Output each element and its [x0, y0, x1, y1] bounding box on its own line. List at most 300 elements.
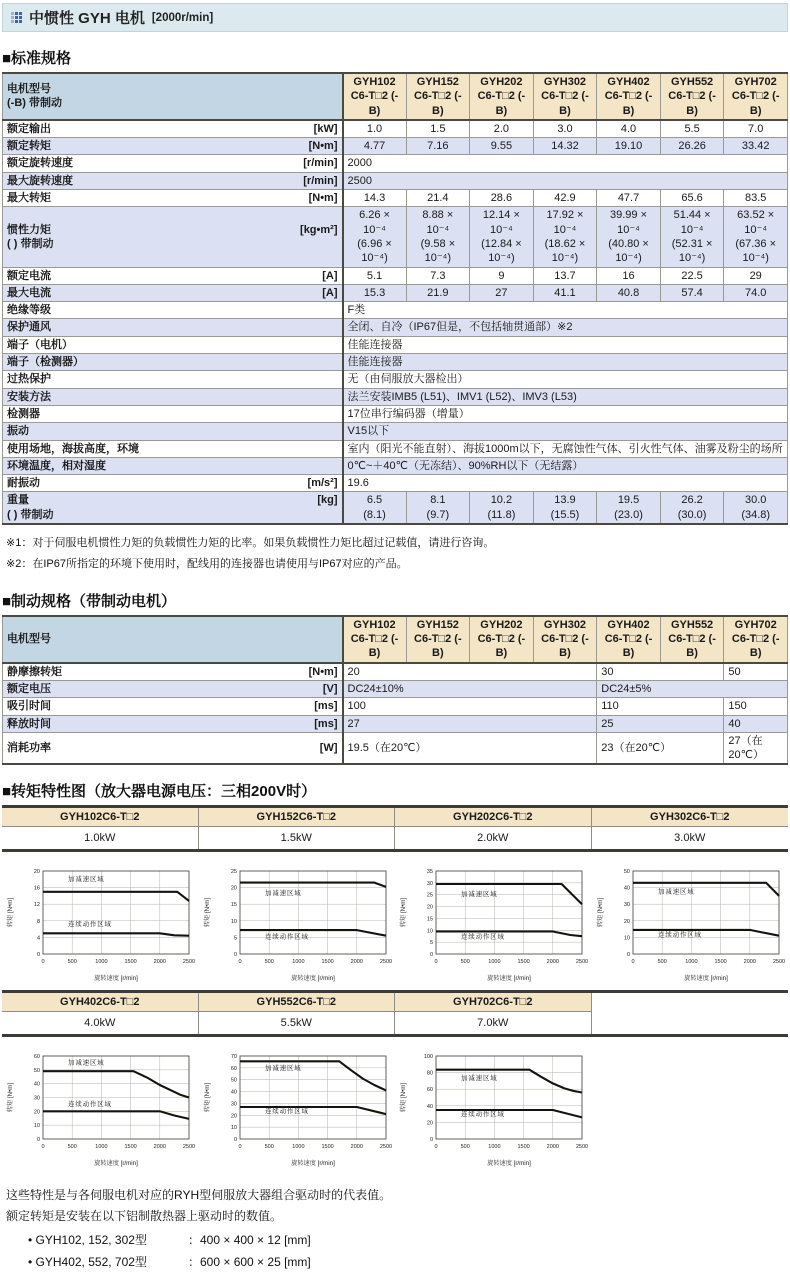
table-cell: 8.1 (9.7) [406, 492, 470, 524]
column-header-model: GYH702 C6-T□2 (-B) [724, 616, 788, 663]
table-cell: 20 [343, 663, 597, 681]
table-cell: 4.77 [343, 138, 407, 155]
svg-text:8: 8 [37, 919, 41, 926]
table-row [3, 190, 788, 207]
table-cell: 25 [597, 715, 724, 732]
region-label: 加减速区域 [461, 891, 498, 899]
chart-slot [592, 862, 789, 984]
svg-text:500: 500 [460, 1144, 471, 1151]
table-cell: 63.52 × 10⁻⁴ (67.36 × 10⁻⁴) [724, 207, 788, 267]
svg-text:2500: 2500 [183, 1144, 196, 1151]
chart-slot [395, 862, 592, 984]
svg-text:0: 0 [238, 959, 242, 966]
table-cell: 6.26 × 10⁻⁴ (6.96 × 10⁻⁴) [343, 207, 407, 267]
chart-power-label: 1.0kW [2, 827, 199, 849]
heatsink-model-label: • GYH102, 152, 302型 [28, 1233, 147, 1248]
table-cell: 5.5 [660, 120, 724, 138]
series-连续动作区域 [43, 1112, 189, 1120]
svg-text:100: 100 [424, 1054, 434, 1061]
region-label: 连续动作区域 [657, 932, 702, 940]
table-row [3, 457, 788, 474]
series-连续动作区域 [436, 932, 582, 937]
row-label: 安装方法 [3, 388, 343, 405]
table-row [3, 138, 788, 155]
svg-text:0: 0 [233, 952, 237, 959]
table-cell: 50 [724, 663, 788, 681]
table-header-label: 电机型号 [3, 616, 343, 663]
table-row [3, 284, 788, 301]
chart-model-header: GYH202C6-T□2 [395, 808, 592, 827]
chart-model-header: GYH702C6-T□2 [395, 993, 592, 1012]
svg-text:1500: 1500 [517, 1144, 530, 1151]
table-cell: 5.1 [343, 267, 407, 284]
table-row [3, 663, 788, 681]
torque-chart [398, 1047, 588, 1169]
table-cell: 42.9 [533, 190, 597, 207]
chart-model-header: GYH302C6-T□2 [592, 808, 789, 827]
series-连续动作区域 [43, 934, 189, 936]
table-cell: 19.5 (23.0) [597, 492, 661, 524]
torque-chart [595, 862, 785, 984]
datasheet-page [0, 3, 790, 1273]
chart-slot [395, 1047, 592, 1169]
svg-text:500: 500 [67, 1144, 78, 1151]
column-header-model: GYH102 C6-T□2 (-B) [343, 616, 407, 663]
svg-text:1500: 1500 [124, 959, 137, 966]
table-cell: 2000 [343, 155, 788, 172]
table-row [3, 155, 788, 172]
table-cell: 室内（阳光不能直射）、海拔1000m以下，无腐蚀性气体、引火性气体、油雾及粉尘的场所 [343, 440, 788, 457]
table-cell: 83.5 [724, 190, 788, 207]
svg-text:25: 25 [427, 893, 434, 900]
table-cell: 9.55 [470, 138, 534, 155]
chart-power-label: 2.0kW [395, 827, 592, 849]
series-加减速区域 [240, 1062, 386, 1091]
x-axis-label: 旋转速度 [r/min] [94, 975, 139, 983]
svg-text:16: 16 [34, 886, 41, 893]
row-label: 重量 [kg] ( ) 带制动 [3, 492, 343, 524]
table-header-label: 电机型号 (-B) 带制动 [3, 73, 343, 120]
svg-text:30: 30 [230, 1101, 237, 1108]
title-bar [2, 3, 788, 32]
series-连续动作区域 [633, 930, 779, 936]
region-label: 连续动作区域 [461, 933, 506, 941]
heatsink-size-list [6, 1230, 788, 1273]
series-加减速区域 [633, 883, 779, 896]
table-cell: 7.3 [406, 267, 470, 284]
svg-text:1000: 1000 [95, 959, 108, 966]
region-label: 加减速区域 [461, 1075, 498, 1083]
footnotes [6, 533, 788, 575]
table-cell: 10.2 (11.8) [470, 492, 534, 524]
chart-header-band-2 [2, 990, 788, 1037]
table-cell: 13.9 (15.5) [533, 492, 597, 524]
svg-text:30: 30 [34, 1095, 41, 1102]
svg-text:0: 0 [631, 959, 635, 966]
table-cell: 47.7 [597, 190, 661, 207]
svg-text:12: 12 [34, 902, 41, 909]
column-header-model: GYH202 C6-T□2 (-B) [470, 73, 534, 120]
table-cell: 19.10 [597, 138, 661, 155]
row-label: 释放时间 [ms] [3, 715, 343, 732]
svg-text:40: 40 [230, 1090, 237, 1097]
svg-text:50: 50 [230, 1078, 237, 1085]
table-cell: 12.14 × 10⁻⁴ (12.84 × 10⁻⁴) [470, 207, 534, 267]
svg-text:50: 50 [34, 1068, 41, 1075]
chart-model-header: GYH102C6-T□2 [2, 808, 199, 827]
svg-text:10: 10 [230, 919, 237, 926]
table-row [3, 732, 788, 764]
table-cell: 51.44 × 10⁻⁴ (52.31 × 10⁻⁴) [660, 207, 724, 267]
table-row [3, 172, 788, 189]
column-header-model: GYH102 C6-T□2 (-B) [343, 73, 407, 120]
svg-text:2000: 2000 [546, 1144, 560, 1151]
svg-text:500: 500 [264, 959, 274, 966]
column-header-model: GYH152 C6-T□2 (-B) [406, 616, 470, 663]
x-axis-label: 旋转速度 [r/min] [487, 1160, 532, 1168]
table-row [3, 120, 788, 138]
table-cell: 4.0 [597, 120, 661, 138]
svg-text:0: 0 [434, 959, 438, 966]
row-label: 消耗功率 [W] [3, 732, 343, 764]
table-cell: 74.0 [724, 284, 788, 301]
table-cell: 1.5 [406, 120, 470, 138]
row-label: 耐振动 [m/s²] [3, 475, 343, 492]
svg-text:60: 60 [34, 1054, 41, 1061]
svg-text:2000: 2000 [350, 959, 363, 966]
svg-text:5: 5 [233, 935, 237, 942]
table-row [3, 680, 788, 697]
row-label: 吸引时间 [ms] [3, 698, 343, 715]
row-label: 端子（检测器） [3, 354, 343, 371]
table-cell: 65.6 [660, 190, 724, 207]
table-row [3, 440, 788, 457]
column-header-model: GYH552 C6-T□2 (-B) [660, 616, 724, 663]
table-cell: 21.9 [406, 284, 470, 301]
svg-text:15: 15 [427, 916, 434, 923]
table-cell: 40.8 [597, 284, 661, 301]
table-cell: 22.5 [660, 267, 724, 284]
region-label: 连续动作区域 [461, 1111, 506, 1119]
table-cell: 17位串行编码器（增量） [343, 405, 788, 422]
table-cell: 41.1 [533, 284, 597, 301]
row-label: 过热保护 [3, 371, 343, 388]
table-row [3, 267, 788, 284]
svg-text:20: 20 [427, 1120, 434, 1127]
table-cell: F类 [343, 302, 788, 319]
x-axis-label: 旋转速度 [r/min] [290, 975, 335, 983]
x-axis-label: 旋转速度 [r/min] [94, 1160, 139, 1168]
chart-model-header: GYH402C6-T□2 [2, 993, 199, 1012]
svg-text:60: 60 [230, 1066, 237, 1073]
series-加减速区域 [240, 883, 386, 887]
row-label: 振动 [3, 423, 343, 440]
svg-text:0: 0 [434, 1144, 438, 1151]
table-cell: 29 [724, 267, 788, 284]
heatsink-size-item [28, 1252, 788, 1273]
footnote-2: ※2：在IP67所指定的环境下使用时，配线用的连接器也请使用与IP67对应的产品。 [6, 557, 408, 570]
table-cell: 8.88 × 10⁻⁴ (9.58 × 10⁻⁴) [406, 207, 470, 267]
svg-text:1000: 1000 [292, 959, 305, 966]
svg-text:10: 10 [623, 935, 630, 942]
svg-text:40: 40 [623, 886, 630, 893]
table-row [3, 207, 788, 267]
table-row [3, 492, 788, 524]
y-axis-label: 转矩 [N•m] [203, 898, 211, 928]
torque-chart [5, 1047, 195, 1169]
table-row [3, 371, 788, 388]
heatsink-model-label: • GYH402, 552, 702型 [28, 1254, 147, 1269]
empty-cell [592, 1012, 789, 1034]
svg-text:20: 20 [623, 919, 630, 926]
row-label: 最大电流 [A] [3, 284, 343, 301]
svg-text:20: 20 [34, 869, 41, 876]
column-header-model: GYH152 C6-T□2 (-B) [406, 73, 470, 120]
table-cell: 30 [597, 663, 724, 681]
x-axis-label: 旋转速度 [r/min] [290, 1160, 335, 1168]
table-row [3, 319, 788, 336]
table-cell: 19.6 [343, 475, 788, 492]
svg-text:30: 30 [427, 881, 434, 888]
table-cell: 27 [470, 284, 534, 301]
row-label: 静摩擦转矩 [N•m] [3, 663, 343, 681]
region-label: 连续动作区域 [68, 921, 113, 929]
region-label: 加减速区域 [657, 888, 695, 896]
row-label: 额定旋转速度 [r/min] [3, 155, 343, 172]
row-label: 最大旋转速度 [r/min] [3, 172, 343, 189]
svg-text:10: 10 [427, 928, 434, 935]
region-label: 连续动作区域 [264, 933, 309, 941]
table-cell: 33.42 [724, 138, 788, 155]
torque-chart [202, 862, 392, 984]
svg-text:1500: 1500 [321, 1144, 334, 1151]
svg-text:1000: 1000 [488, 1144, 501, 1151]
table-cell: 40 [724, 715, 788, 732]
table-cell: 16 [597, 267, 661, 284]
svg-text:0: 0 [626, 952, 630, 959]
svg-text:500: 500 [264, 1144, 274, 1151]
chart-power-label: 1.5kW [199, 827, 396, 849]
chart-model-header: GYH152C6-T□2 [199, 808, 396, 827]
chart-model-header: GYH552C6-T□2 [199, 993, 396, 1012]
svg-text:2500: 2500 [576, 1144, 589, 1151]
table-cell: 100 [343, 698, 597, 715]
table-row [3, 354, 788, 371]
column-header-model: GYH202 C6-T□2 (-B) [470, 616, 534, 663]
heatsink-dimension-value: ：600 × 600 × 25 [mm] [188, 1254, 311, 1269]
table-row [3, 475, 788, 492]
column-header-model: GYH302 C6-T□2 (-B) [533, 616, 597, 663]
svg-text:40: 40 [34, 1082, 41, 1089]
svg-text:35: 35 [427, 869, 434, 876]
svg-text:0: 0 [37, 952, 41, 959]
region-label: 加减速区域 [68, 876, 105, 884]
svg-text:60: 60 [427, 1087, 434, 1094]
svg-text:1500: 1500 [517, 959, 530, 966]
region-label: 加减速区域 [264, 1065, 302, 1073]
column-header-model: GYH552 C6-T□2 (-B) [660, 73, 724, 120]
y-axis-label: 转矩 [N•m] [203, 1083, 211, 1113]
svg-text:2000: 2000 [153, 959, 167, 966]
table-cell: 30.0 (34.8) [724, 492, 788, 524]
page-title: 中惯性 GYH 电机 [29, 10, 145, 27]
grid-dots-icon [11, 12, 22, 23]
heatsink-dimension-value: ：400 × 400 × 12 [mm] [188, 1233, 311, 1248]
table-cell: 26.26 [660, 138, 724, 155]
y-axis-label: 转矩 [N•m] [7, 1083, 15, 1113]
table-cell: 17.92 × 10⁻⁴ (18.62 × 10⁻⁴) [533, 207, 597, 267]
svg-text:500: 500 [67, 959, 78, 966]
svg-text:80: 80 [427, 1071, 434, 1078]
row-label: 检测器 [3, 405, 343, 422]
table-cell: 6.5 (8.1) [343, 492, 407, 524]
svg-text:2500: 2500 [379, 959, 392, 966]
svg-text:2000: 2000 [153, 1144, 167, 1151]
region-label: 连续动作区域 [68, 1101, 113, 1109]
chart-slot [2, 862, 199, 984]
chart-power-label: 3.0kW [592, 827, 789, 849]
page-title-suffix: [2000r/min] [151, 11, 214, 24]
table-cell: 21.4 [406, 190, 470, 207]
svg-text:2500: 2500 [576, 959, 589, 966]
standard-spec-table [2, 72, 788, 525]
footer-notes [6, 1185, 788, 1273]
svg-text:70: 70 [230, 1054, 237, 1061]
row-label: 绝缘等级 [3, 302, 343, 319]
footer-line-2: 额定转矩是安装在以下铝制散热器上驱动时的数值。 [6, 1208, 283, 1223]
table-cell: 23（在20℃） [597, 732, 724, 764]
svg-text:25: 25 [230, 869, 237, 876]
svg-text:50: 50 [623, 869, 630, 876]
table-cell: DC24±10% [343, 680, 597, 697]
table-row [3, 302, 788, 319]
svg-text:20: 20 [427, 905, 434, 912]
svg-text:20: 20 [230, 886, 237, 893]
heatsink-size-item [28, 1230, 788, 1252]
table-cell: 14.3 [343, 190, 407, 207]
column-header-model: GYH402 C6-T□2 (-B) [597, 73, 661, 120]
column-header-model: GYH402 C6-T□2 (-B) [597, 616, 661, 663]
table-cell: 57.4 [660, 284, 724, 301]
svg-text:15: 15 [230, 902, 237, 909]
svg-text:0: 0 [238, 1144, 242, 1151]
row-label: 端子（电机） [3, 336, 343, 353]
chart-power-label: 5.5kW [199, 1012, 396, 1034]
svg-text:40: 40 [427, 1104, 434, 1111]
table-row [3, 698, 788, 715]
table-cell: 3.0 [533, 120, 597, 138]
row-label: 额定电压 [V] [3, 680, 343, 697]
svg-text:500: 500 [460, 959, 471, 966]
table-cell: 佳能连接器 [343, 354, 788, 371]
table-cell: 39.99 × 10⁻⁴ (40.80 × 10⁻⁴) [597, 207, 661, 267]
row-label: 额定输出 [kW] [3, 120, 343, 138]
svg-text:0: 0 [41, 959, 45, 966]
brake-spec-table [2, 615, 788, 766]
svg-text:0: 0 [37, 1137, 41, 1144]
section-heading-standard: ■标准规格 [2, 50, 72, 67]
row-label: 额定转矩 [N•m] [3, 138, 343, 155]
svg-text:0: 0 [233, 1137, 237, 1144]
row-label: 额定电流 [A] [3, 267, 343, 284]
series-加减速区域 [43, 1072, 189, 1098]
table-cell: 全闭、自冷（IP67但是，不包括轴贯通部）※2 [343, 319, 788, 336]
region-label: 加减速区域 [68, 1059, 105, 1067]
table-cell: 9 [470, 267, 534, 284]
table-cell: 无（由伺服放大器检出） [343, 371, 788, 388]
svg-text:0: 0 [430, 1137, 434, 1144]
svg-text:0: 0 [41, 1144, 45, 1151]
chart-slot [592, 1047, 789, 1169]
table-cell: 27（在20℃） [724, 732, 788, 764]
table-row [3, 423, 788, 440]
svg-text:1500: 1500 [714, 959, 727, 966]
row-label: 使用场地，海拔高度，环境 [3, 440, 343, 457]
charts-row-1 [2, 852, 788, 990]
table-row [3, 715, 788, 732]
table-cell: 1.0 [343, 120, 407, 138]
svg-text:1000: 1000 [685, 959, 698, 966]
row-label: 最大转矩 [N•m] [3, 190, 343, 207]
table-row [3, 388, 788, 405]
charts-row-2 [2, 1037, 788, 1175]
torque-chart [5, 862, 195, 984]
svg-text:1500: 1500 [124, 1144, 137, 1151]
svg-text:2000: 2000 [350, 1144, 363, 1151]
series-连续动作区域 [436, 1110, 582, 1117]
torque-chart [398, 862, 588, 984]
table-cell: 19.5（在20℃） [343, 732, 597, 764]
table-cell: 110 [597, 698, 724, 715]
y-axis-label: 转矩 [N•m] [400, 898, 408, 928]
svg-text:10: 10 [230, 1125, 237, 1132]
svg-text:5: 5 [430, 940, 434, 947]
chart-power-label: 4.0kW [2, 1012, 199, 1034]
svg-text:2500: 2500 [379, 1144, 392, 1151]
svg-text:2000: 2000 [546, 959, 560, 966]
svg-text:2500: 2500 [772, 959, 785, 966]
series-连续动作区域 [240, 1107, 386, 1114]
svg-text:1000: 1000 [292, 1144, 305, 1151]
chart-header-band-1 [2, 805, 788, 852]
table-cell: 法兰安装IMB5 (L51)、IMV1 (L52)、IMV3 (L53) [343, 388, 788, 405]
svg-text:0: 0 [430, 952, 434, 959]
chart-slot [199, 1047, 396, 1169]
row-label: 保护通风 [3, 319, 343, 336]
table-cell: 2.0 [470, 120, 534, 138]
column-header-model: GYH702 C6-T□2 (-B) [724, 73, 788, 120]
row-label: 惯性力矩 [kg•m²] ( ) 带制动 [3, 207, 343, 267]
table-cell: V15以下 [343, 423, 788, 440]
table-cell: 佳能连接器 [343, 336, 788, 353]
svg-text:1000: 1000 [488, 959, 501, 966]
table-cell: 13.7 [533, 267, 597, 284]
x-axis-label: 旋转速度 [r/min] [487, 975, 532, 983]
chart-slot [199, 862, 396, 984]
section-heading-brake: ■制动规格（带制动电机） [2, 592, 177, 610]
svg-text:1000: 1000 [95, 1144, 108, 1151]
svg-text:30: 30 [623, 902, 630, 909]
svg-text:2000: 2000 [743, 959, 756, 966]
table-cell: 2500 [343, 172, 788, 189]
svg-text:4: 4 [37, 935, 41, 942]
table-row [3, 336, 788, 353]
region-label: 加减速区域 [264, 890, 302, 898]
y-axis-label: 转矩 [N•m] [596, 898, 604, 928]
column-header-model: GYH302 C6-T□2 (-B) [533, 73, 597, 120]
svg-text:2500: 2500 [183, 959, 196, 966]
table-cell: DC24±5% [597, 680, 788, 697]
